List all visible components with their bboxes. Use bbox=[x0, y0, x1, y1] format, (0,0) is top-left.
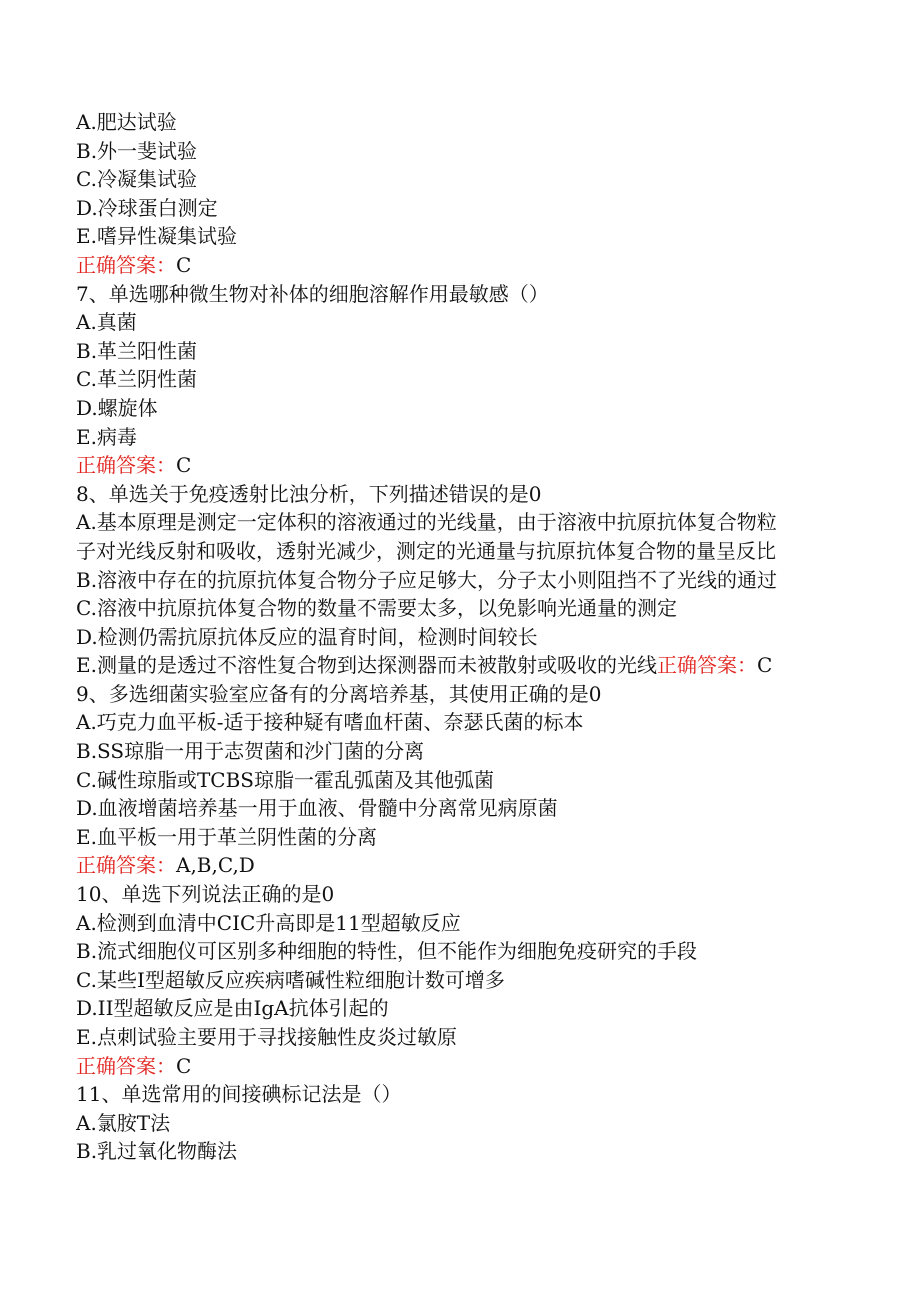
option-line: C.碱性琼脂或TCBS琼脂一霍乱弧菌及其他弧菌 bbox=[76, 767, 494, 792]
option-line: E.血平板一用于革兰阴性菌的分离 bbox=[76, 824, 377, 849]
option-line: A.真菌 bbox=[76, 310, 137, 335]
option-line: C.革兰阴性菌 bbox=[76, 367, 197, 392]
option-line: B.乳过氧化物酶法 bbox=[76, 1139, 238, 1164]
question-line: 8、单选关于免疫透射比浊分析，下列描述错误的是0 bbox=[76, 481, 542, 506]
answer-label: 正确答案： bbox=[656, 653, 757, 678]
option-line: A.氯胺T法 bbox=[76, 1110, 171, 1135]
option-line: 子对光线反射和吸收，透射光减少，测定的光通量与抗原抗体复合物的量呈反比 bbox=[76, 538, 776, 563]
option-line bbox=[76, 651, 876, 680]
answer-value: C bbox=[176, 1053, 192, 1078]
option-line: C.某些I型超敏反应疾病嗜碱性粒细胞计数可增多 bbox=[76, 967, 505, 992]
option-line: C.冷凝集试验 bbox=[76, 167, 197, 192]
option-line: B.SS琼脂一用于志贺菌和沙门菌的分离 bbox=[76, 739, 425, 764]
option-line: B.流式细胞仪可区别多种细胞的特性，但不能作为细胞免疫研究的手段 bbox=[76, 939, 698, 964]
option-line: A.肥达试验 bbox=[76, 110, 177, 134]
option-line: D.螺旋体 bbox=[76, 395, 158, 420]
option-line: E.点刺试验主要用于寻找接触性皮炎过敏原 bbox=[76, 1025, 457, 1049]
option-line: B.溶液中存在的抗原抗体复合物分子应足够大，分子太小则阻挡不了光线的通过 bbox=[76, 567, 778, 592]
answer-value: C bbox=[176, 453, 192, 478]
answer-value: A,B,C,D bbox=[176, 853, 255, 878]
option-text: E.测量的是透过不溶性复合物到达探测器而未被散射或吸收的光线 bbox=[76, 653, 657, 678]
option-line: D.检测仍需抗原抗体反应的温育时间，检测时间较长 bbox=[76, 624, 538, 649]
answer-line bbox=[76, 851, 876, 880]
question-line: 10、单选下列说法正确的是0 bbox=[76, 882, 335, 907]
option-line: A.基本原理是测定一定体积的溶液通过的光线量，由于溶液中抗原抗体复合物粒 bbox=[76, 510, 777, 535]
option-line: D.血液增菌培养基一用于血液、骨髓中分离常见病原菌 bbox=[76, 796, 558, 821]
answer-label: 正确答案： bbox=[76, 853, 176, 878]
answer-label: 正确答案： bbox=[76, 1053, 176, 1078]
answer-value: C bbox=[176, 252, 192, 277]
option-line: B.外一斐试验 bbox=[76, 138, 198, 163]
option-line: B.革兰阳性菌 bbox=[76, 338, 198, 363]
option-line: C.溶液中抗原抗体复合物的数量不需要太多，以免影响光通量的测定 bbox=[76, 596, 677, 621]
answer-value: C bbox=[756, 653, 773, 678]
question-line: 11、单选常用的间接碘标记法是（） bbox=[76, 1082, 402, 1107]
option-line: A.检测到血清中CIC升高即是11型超敏反应 bbox=[76, 910, 461, 935]
answer-line bbox=[76, 1052, 876, 1081]
option-line: E.嗜异性凝集试验 bbox=[76, 224, 237, 249]
option-line: D.冷球蛋白测定 bbox=[76, 195, 218, 220]
option-line: E.病毒 bbox=[76, 424, 137, 449]
question-line: 9、多选细菌实验室应备有的分离培养基，其使用正确的是0 bbox=[76, 681, 602, 706]
answer-line bbox=[76, 251, 876, 280]
answer-label: 正确答案： bbox=[76, 252, 176, 277]
answer-label: 正确答案： bbox=[76, 453, 176, 478]
option-line: A.巧克力血平板-适于接种疑有嗜血杆菌、奈瑟氏菌的标本 bbox=[76, 710, 584, 735]
question-list bbox=[76, 108, 876, 1166]
question-line: 7、单选哪种微生物对补体的细胞溶解作用最敏感（） bbox=[76, 281, 549, 306]
answer-line bbox=[76, 451, 876, 480]
option-line: D.II型超敏反应是由IgA抗体引起的 bbox=[76, 996, 389, 1021]
